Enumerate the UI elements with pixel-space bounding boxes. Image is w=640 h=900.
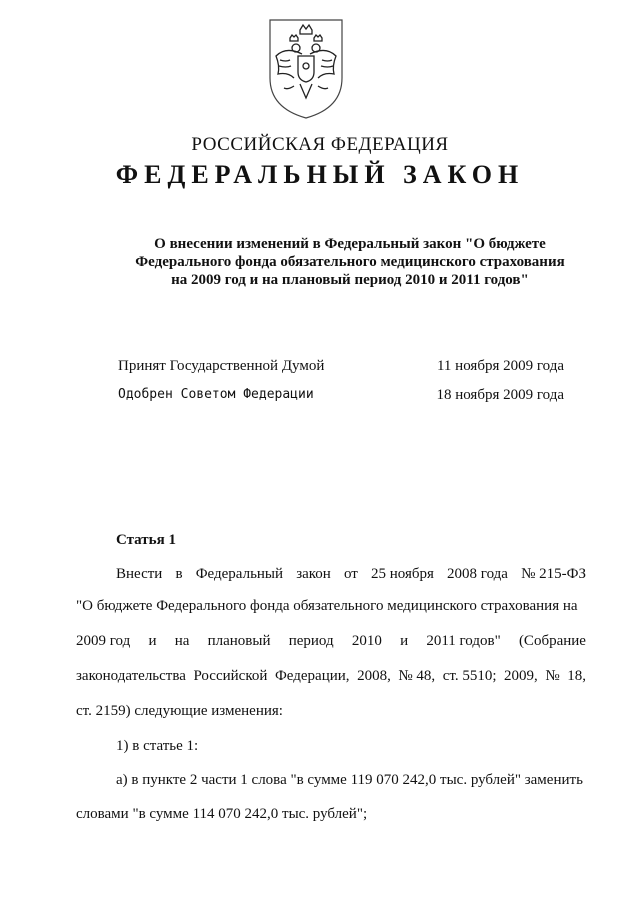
council-date: 18 ноября 2009 года: [436, 387, 564, 403]
word: на: [174, 633, 190, 649]
paragraph-line: [76, 633, 586, 650]
word: от: [343, 566, 358, 582]
word: и: [400, 633, 409, 649]
word: 2008,: [357, 668, 391, 684]
article-title: Статья 1: [116, 532, 176, 548]
word: Российской: [193, 668, 268, 684]
word: период: [288, 633, 334, 649]
word: 2009,: [504, 668, 538, 684]
word: № 48,: [398, 668, 436, 684]
word: ст. 5510;: [442, 668, 497, 684]
duma-date: 11 ноября 2009 года: [436, 358, 564, 374]
word: Федеральный: [195, 566, 284, 582]
word: и: [148, 633, 157, 649]
word: 2010: [351, 633, 382, 649]
law-title: [100, 235, 600, 289]
word: 2008 года: [447, 566, 508, 582]
word: плановый: [207, 633, 271, 649]
paragraph-line: [116, 566, 586, 583]
law-type-heading: ФЕДЕРАЛЬНЫЙ ЗАКОН: [115, 160, 525, 189]
word: Федерации,: [274, 668, 350, 684]
list-item: 1) в статье 1:: [116, 738, 199, 754]
paragraph-line: "О бюджете Федерального фонда обязательного медицинского страхования на: [76, 598, 578, 614]
word: Внести: [116, 566, 163, 582]
word: 18,: [567, 668, 586, 684]
law-title-line: Федерального фонда обязательного медицинского страхования: [135, 254, 565, 270]
coat-of-arms-icon: [264, 16, 348, 120]
word: (Собрание: [518, 633, 586, 649]
word: 2009 год: [76, 633, 131, 649]
paragraph-line: ст. 2159) следующие изменения:: [76, 703, 283, 719]
list-item: а) в пункте 2 части 1 слова "в сумме 119 070 242,0 тыс. рублей" заменить: [116, 772, 583, 788]
law-title-line: на 2009 год и на плановый период 2010 и 2011 годов": [171, 272, 529, 288]
adoption-duma-row: [118, 358, 564, 375]
paragraph-line: [76, 668, 586, 685]
word: №: [545, 668, 560, 684]
word: в: [175, 566, 183, 582]
word: законодательства: [76, 668, 186, 684]
duma-label: Принят Государственной Думой: [118, 358, 325, 374]
word: № 215-ФЗ: [521, 566, 586, 582]
law-title-line: О внесении изменений в Федеральный закон "О бюджете: [154, 236, 546, 252]
adoption-council-row: [118, 387, 564, 404]
word: 25 ноября: [370, 566, 434, 582]
word: 2011 годов": [426, 633, 501, 649]
council-label: Одобрен Советом Федерации: [118, 387, 314, 402]
country-name: РОССИЙСКАЯ ФЕДЕРАЦИЯ: [191, 134, 449, 155]
word: закон: [296, 566, 331, 582]
paragraph-line: словами "в сумме 114 070 242,0 тыс. рублей";: [76, 806, 368, 822]
